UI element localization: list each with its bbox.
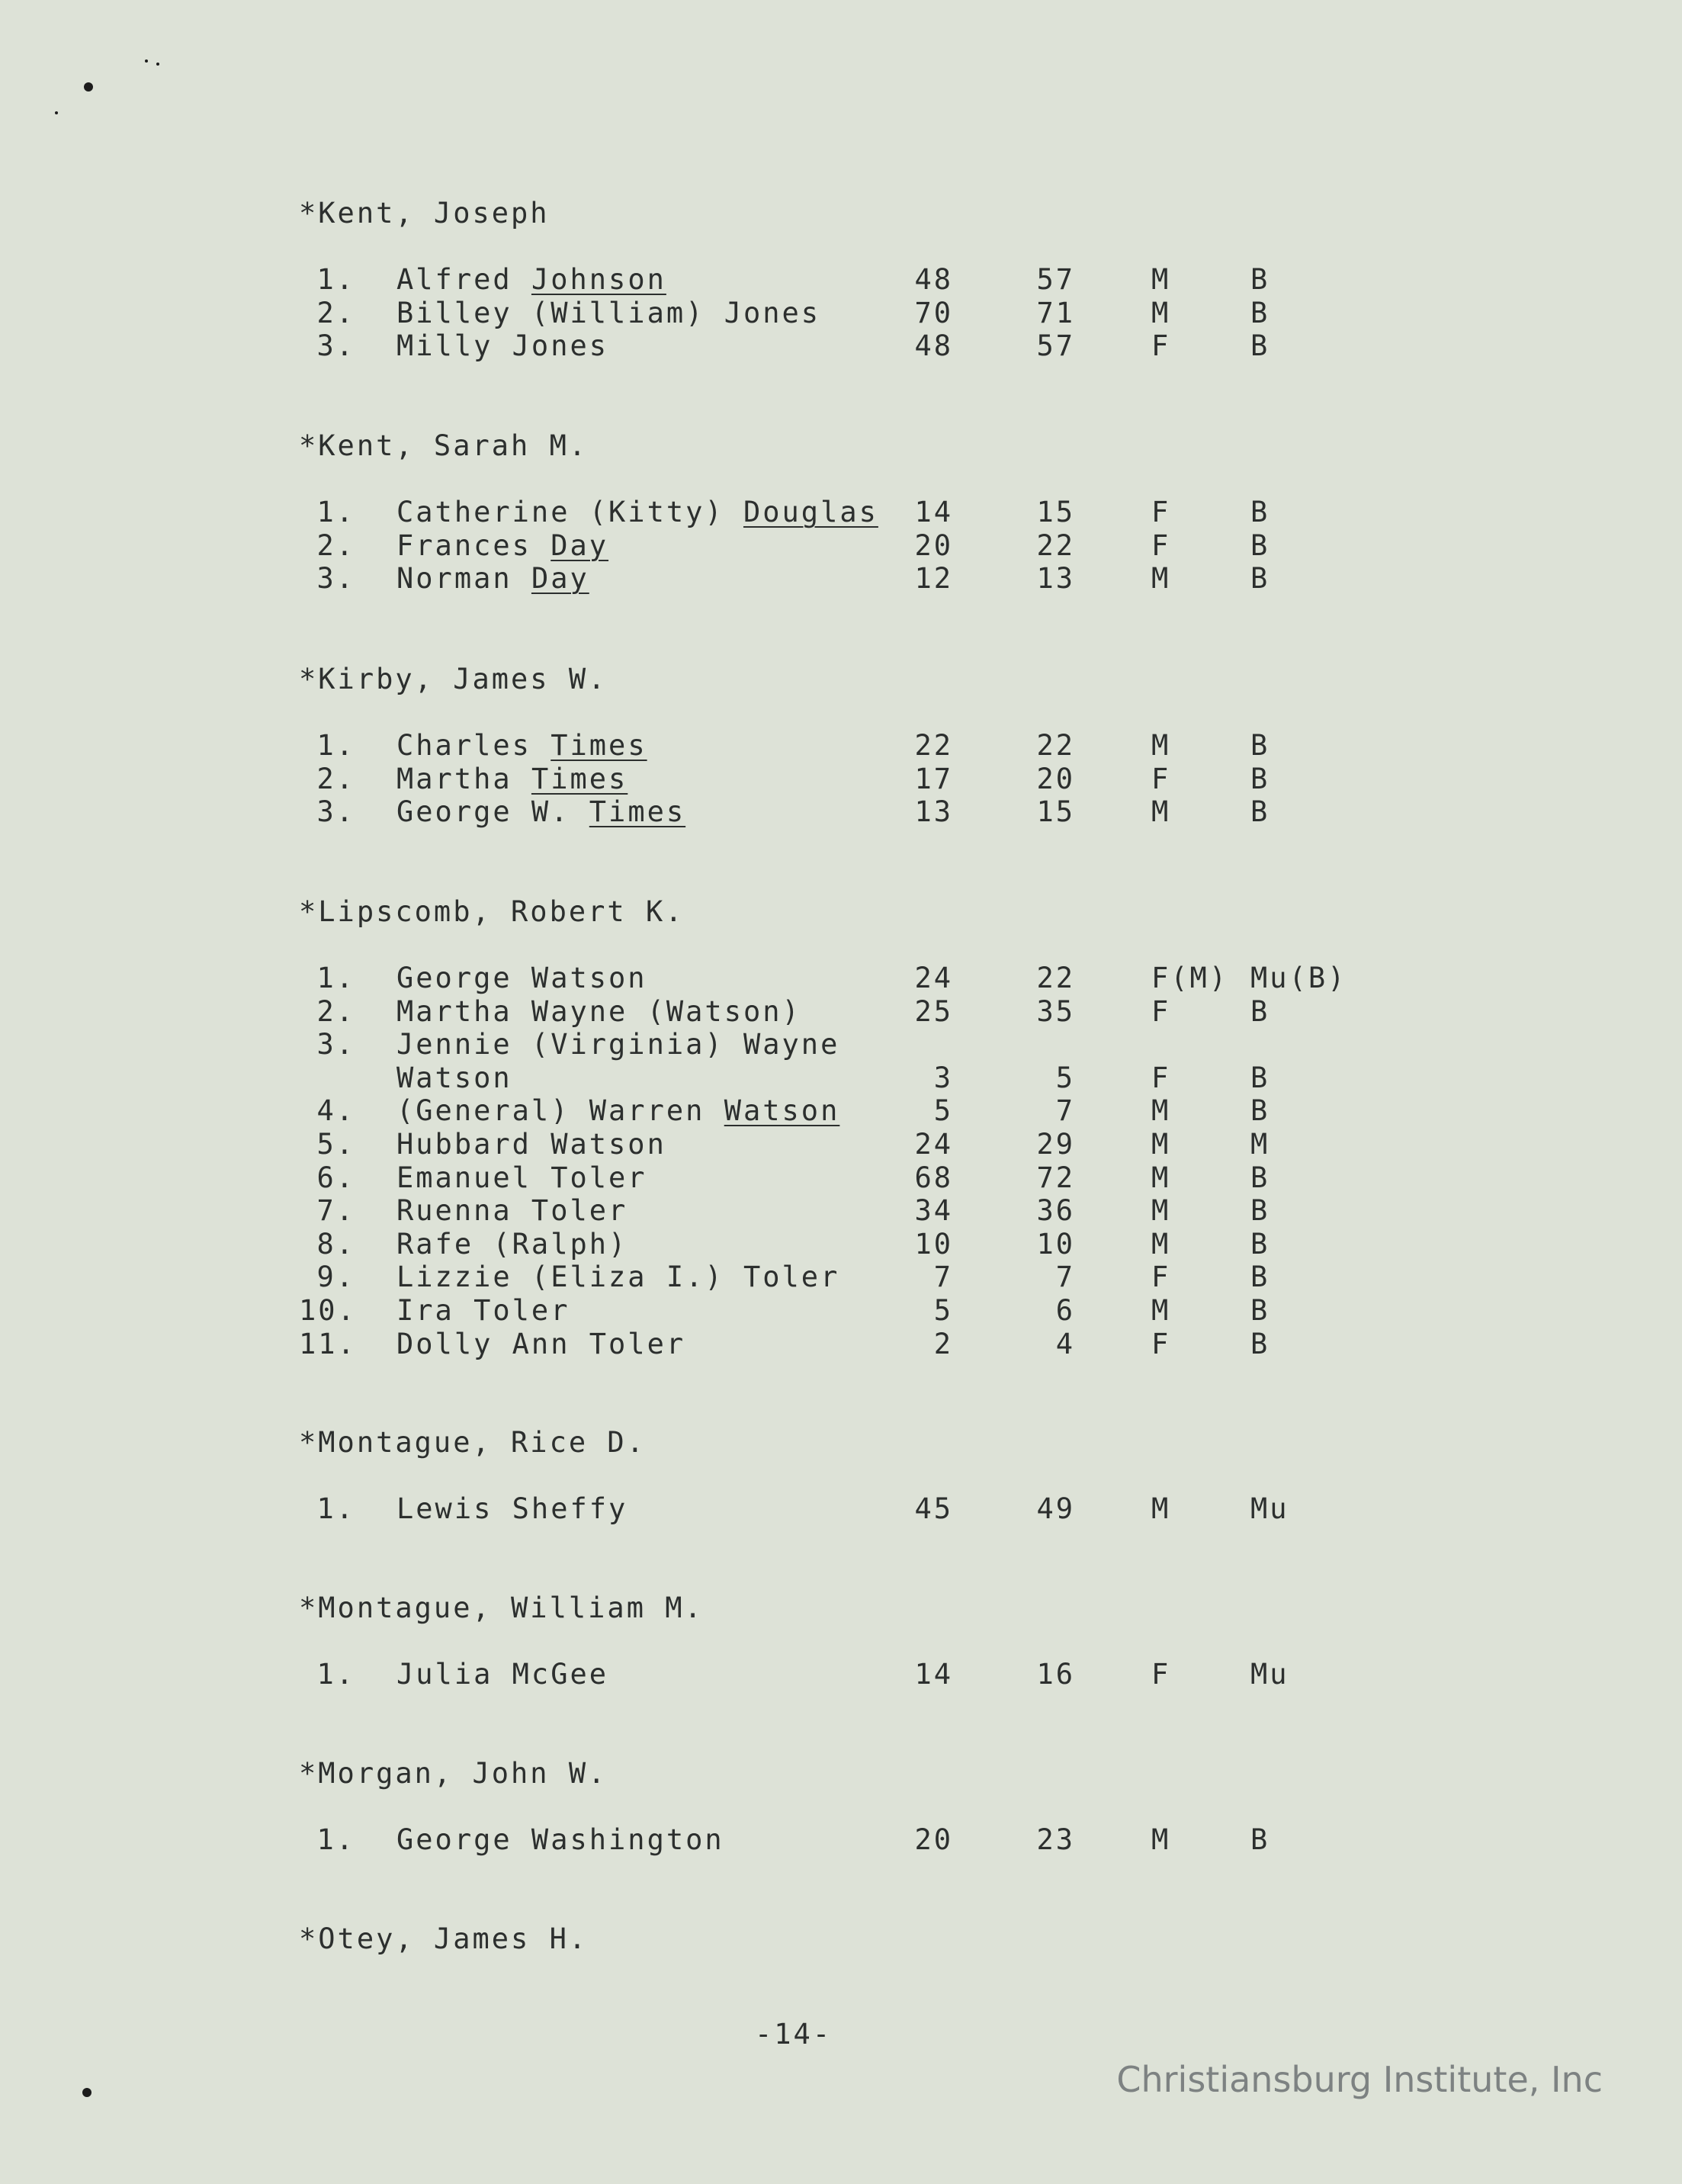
age-first: 2 — [933, 1327, 953, 1360]
sex-code: M — [1151, 263, 1171, 296]
list-item — [0, 297, 1682, 330]
ink-speck — [156, 63, 159, 66]
age-second: 22 — [1036, 729, 1075, 762]
list-item — [0, 1128, 1682, 1161]
name-text: Julia McGee — [396, 1658, 609, 1691]
sex-code: M — [1151, 1823, 1171, 1856]
age-first: 14 — [914, 496, 953, 528]
age-first: 25 — [914, 994, 953, 1028]
age-first: 3 — [933, 1061, 953, 1094]
name-text: George Watson — [396, 962, 647, 994]
watermark: Christiansburg Institute, Inc — [1116, 2059, 1603, 2100]
item-number: 2. — [316, 296, 355, 329]
age-second: 57 — [1036, 329, 1075, 363]
age-first: 48 — [914, 263, 953, 296]
age-first: 14 — [914, 1658, 953, 1691]
name-text: Rafe (Ralph) — [396, 1227, 628, 1261]
age-first: 48 — [914, 329, 953, 363]
person-name — [396, 1194, 628, 1228]
age-second: 22 — [1036, 962, 1075, 994]
list-item — [0, 529, 1682, 563]
sex-code: F — [1151, 496, 1171, 528]
sex-code: M — [1151, 1492, 1171, 1525]
age-first: 70 — [914, 296, 953, 329]
ink-speck — [82, 2088, 91, 2097]
person-name — [396, 795, 685, 829]
owner-heading: *Otey, James H. — [299, 1922, 589, 1955]
race-code: B — [1250, 562, 1270, 596]
list-item — [0, 329, 1682, 363]
age-second: 72 — [1036, 1161, 1075, 1194]
list-item — [0, 763, 1682, 796]
name-underlined: Johnson — [531, 263, 666, 296]
person-name — [396, 1823, 724, 1857]
item-number: 3. — [316, 795, 355, 829]
owner-heading: *Montague, Rice D. — [299, 1426, 646, 1459]
age-first: 20 — [914, 528, 953, 562]
list-item — [0, 1823, 1682, 1857]
person-name — [396, 1061, 512, 1095]
name-text: Lizzie (Eliza I.) Toler — [396, 1261, 840, 1294]
age-second: 71 — [1036, 296, 1075, 329]
age-first: 5 — [933, 1094, 953, 1128]
age-second: 7 — [1055, 1094, 1075, 1128]
page-number: -14- — [755, 2018, 833, 2051]
ink-speck — [145, 59, 148, 63]
age-first: 17 — [914, 762, 953, 795]
race-code: B — [1250, 329, 1270, 363]
age-first: 22 — [914, 729, 953, 762]
list-item — [0, 1228, 1682, 1261]
age-first: 5 — [933, 1294, 953, 1327]
age-second: 35 — [1036, 994, 1075, 1028]
person-name — [396, 1261, 839, 1294]
list-item — [0, 962, 1682, 995]
sex-code: F — [1151, 1327, 1171, 1360]
age-first: 13 — [914, 795, 953, 829]
list-item — [0, 562, 1682, 596]
item-number: 1. — [316, 729, 355, 762]
race-code: B — [1250, 1161, 1270, 1194]
sex-code: F — [1151, 1061, 1171, 1094]
person-name — [396, 1161, 647, 1195]
person-name — [396, 763, 628, 796]
name-text: Martha Wayne (Watson) — [396, 994, 801, 1028]
age-second: 15 — [1036, 795, 1075, 829]
age-first: 34 — [914, 1194, 953, 1228]
sex-code: F — [1151, 1261, 1171, 1294]
item-number: 2. — [316, 528, 355, 562]
name-text: Dolly Ann Toler — [396, 1327, 686, 1360]
item-number: 7. — [316, 1194, 355, 1228]
person-name — [396, 1128, 666, 1161]
ink-speck — [55, 111, 58, 114]
item-number: 2. — [316, 994, 355, 1028]
person-name — [396, 1028, 839, 1061]
sex-code: F — [1151, 329, 1171, 363]
owner-heading: *Kent, Sarah M. — [299, 429, 589, 462]
item-number: 1. — [316, 263, 355, 296]
race-code: B — [1250, 795, 1270, 829]
name-underlined: Times — [589, 795, 686, 829]
person-name — [396, 1228, 628, 1261]
item-number: 8. — [316, 1227, 355, 1261]
race-code: B — [1250, 1194, 1270, 1228]
person-name — [396, 1094, 839, 1128]
age-second: 20 — [1036, 762, 1075, 795]
age-second: 13 — [1036, 562, 1075, 596]
age-first: 24 — [914, 1128, 953, 1161]
item-number: 5. — [316, 1128, 355, 1161]
name-underlined: Day — [551, 528, 609, 562]
age-second: 10 — [1036, 1227, 1075, 1261]
name-text: Catherine (Kitty) — [396, 496, 743, 528]
name-text: Hubbard Watson — [396, 1128, 666, 1161]
sex-code: F(M) — [1151, 962, 1229, 994]
sex-code: M — [1151, 1094, 1171, 1128]
age-first: 45 — [914, 1492, 953, 1525]
name-underlined: Times — [551, 729, 647, 762]
sex-code: M — [1151, 296, 1171, 329]
name-text: Frances — [396, 528, 551, 562]
race-code: B — [1250, 994, 1270, 1028]
age-second: 6 — [1055, 1294, 1075, 1327]
name-text: Martha — [396, 762, 531, 795]
item-number: 10. — [299, 1294, 357, 1327]
race-code: B — [1250, 729, 1270, 762]
list-item — [0, 1194, 1682, 1228]
list-item — [0, 1658, 1682, 1691]
item-number: 3. — [316, 329, 355, 363]
list-item — [0, 1028, 1682, 1061]
name-text: Ruenna Toler — [396, 1194, 628, 1228]
age-second: 23 — [1036, 1823, 1075, 1856]
age-second: 5 — [1055, 1061, 1075, 1094]
person-name — [396, 263, 666, 297]
person-name — [396, 329, 608, 363]
sex-code: M — [1151, 729, 1171, 762]
age-second: 16 — [1036, 1658, 1075, 1691]
age-first: 20 — [914, 1823, 953, 1856]
age-first: 7 — [933, 1261, 953, 1294]
person-name — [396, 962, 647, 995]
item-number: 9. — [316, 1261, 355, 1294]
owner-heading: *Montague, William M. — [299, 1591, 704, 1624]
name-text: Milly Jones — [396, 329, 609, 363]
item-number: 1. — [316, 1658, 355, 1691]
item-number: 1. — [316, 1823, 355, 1856]
age-second: 4 — [1055, 1327, 1075, 1360]
person-name — [396, 1658, 608, 1691]
person-name — [396, 496, 878, 529]
list-item — [0, 1294, 1682, 1328]
sex-code: F — [1151, 528, 1171, 562]
race-code: Mu(B) — [1250, 962, 1347, 994]
sex-code: M — [1151, 1227, 1171, 1261]
owner-heading: *Kent, Joseph — [299, 197, 550, 230]
age-second: 22 — [1036, 528, 1075, 562]
race-code: B — [1250, 1061, 1270, 1094]
item-number: 2. — [316, 762, 355, 795]
item-number: 3. — [316, 562, 355, 596]
race-code: Mu — [1250, 1658, 1289, 1691]
race-code: M — [1250, 1128, 1270, 1161]
name-underlined: Times — [531, 762, 628, 795]
person-name — [396, 562, 589, 596]
name-underlined: Day — [531, 562, 589, 596]
age-first: 10 — [914, 1227, 953, 1261]
name-text: Norman — [396, 562, 531, 596]
sex-code: M — [1151, 1194, 1171, 1228]
race-code: B — [1250, 1823, 1270, 1856]
list-item — [0, 1094, 1682, 1128]
age-second: 7 — [1055, 1261, 1075, 1294]
sex-code: F — [1151, 994, 1171, 1028]
person-name — [396, 1328, 685, 1361]
person-name — [396, 1492, 628, 1526]
name-text: George Washington — [396, 1823, 724, 1856]
item-number: 3. — [316, 1028, 355, 1061]
race-code: B — [1250, 1294, 1270, 1327]
sex-code: F — [1151, 762, 1171, 795]
person-name — [396, 995, 801, 1029]
race-code: B — [1250, 1094, 1270, 1128]
list-item — [0, 795, 1682, 829]
age-second: 29 — [1036, 1128, 1075, 1161]
race-code: B — [1250, 296, 1270, 329]
list-item — [0, 496, 1682, 529]
race-code: B — [1250, 528, 1270, 562]
race-code: B — [1250, 263, 1270, 296]
list-item — [0, 1261, 1682, 1294]
item-number: 11. — [299, 1327, 357, 1360]
item-number: 4. — [316, 1094, 355, 1128]
race-code: B — [1250, 1327, 1270, 1360]
item-number: 1. — [316, 1492, 355, 1525]
ink-speck — [84, 82, 93, 92]
sex-code: F — [1151, 1658, 1171, 1691]
name-text: Watson — [396, 1061, 512, 1094]
list-item — [0, 1161, 1682, 1195]
list-item — [0, 1492, 1682, 1526]
list-item — [0, 263, 1682, 297]
name-text: Lewis Sheffy — [396, 1492, 628, 1525]
person-name — [396, 1294, 570, 1328]
item-number: 1. — [316, 496, 355, 528]
age-second: 57 — [1036, 263, 1075, 296]
name-text: (General) Warren — [396, 1094, 724, 1128]
name-text: Jennie (Virginia) Wayne — [396, 1028, 840, 1061]
name-text: Charles — [396, 729, 551, 762]
list-item — [0, 1061, 1682, 1095]
race-code: B — [1250, 496, 1270, 528]
sex-code: M — [1151, 1128, 1171, 1161]
sex-code: M — [1151, 562, 1171, 596]
age-second: 15 — [1036, 496, 1075, 528]
age-second: 36 — [1036, 1194, 1075, 1228]
age-first: 68 — [914, 1161, 953, 1194]
name-underlined: Watson — [724, 1094, 840, 1128]
name-text: Emanuel Toler — [396, 1161, 647, 1194]
owner-heading: *Morgan, John W. — [299, 1757, 608, 1790]
person-name — [396, 729, 647, 763]
name-text: Ira Toler — [396, 1294, 570, 1327]
owner-heading: *Lipscomb, Robert K. — [299, 895, 685, 928]
list-item — [0, 729, 1682, 763]
name-underlined: Douglas — [743, 496, 878, 528]
race-code: B — [1250, 1227, 1270, 1261]
owner-heading: *Kirby, James W. — [299, 663, 608, 695]
sex-code: M — [1151, 795, 1171, 829]
item-number: 1. — [316, 962, 355, 994]
sex-code: M — [1151, 1294, 1171, 1327]
name-text: Billey (William) Jones — [396, 296, 821, 329]
name-text: Alfred — [396, 263, 531, 296]
age-second: 49 — [1036, 1492, 1075, 1525]
race-code: B — [1250, 1261, 1270, 1294]
item-number: 6. — [316, 1161, 355, 1194]
name-text: George W. — [396, 795, 589, 829]
age-first: 12 — [914, 562, 953, 596]
person-name — [396, 297, 820, 330]
list-item — [0, 1328, 1682, 1361]
age-first: 24 — [914, 962, 953, 994]
person-name — [396, 529, 608, 563]
sex-code: M — [1151, 1161, 1171, 1194]
race-code: Mu — [1250, 1492, 1289, 1525]
race-code: B — [1250, 762, 1270, 795]
list-item — [0, 995, 1682, 1029]
